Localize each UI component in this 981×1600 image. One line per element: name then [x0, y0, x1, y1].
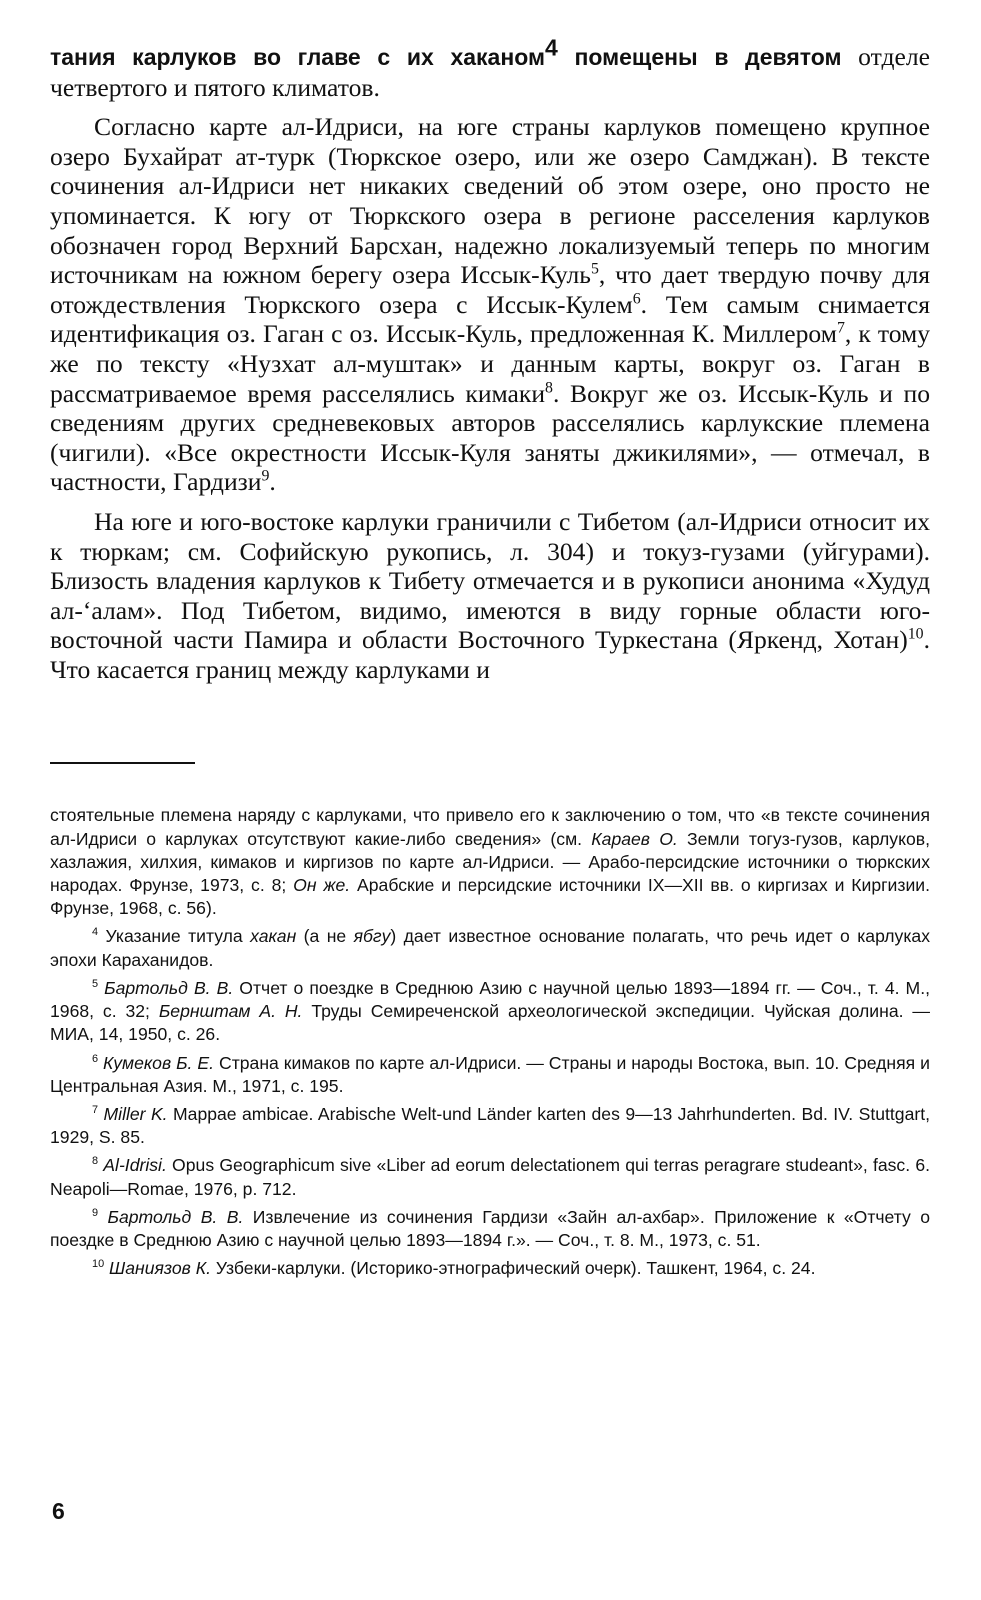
footnote-ref-9: 9 [261, 467, 270, 485]
author-name: Бартольд В. В. [107, 1206, 244, 1227]
footnote-6 [50, 1052, 930, 1098]
author-name: Он же. [293, 875, 351, 896]
paragraph-2 [50, 112, 930, 497]
paragraph-text: На юге и юго-востоке карлуки граничили с Тибетом (ал-Идриси относит их к тюркам; см. Софийскую рукопись, л. 304) и токуз-гузами (уйгурами). Близость владения карлуков к Тибету отмечается и в рукописи анонима «Худуд ал-‘алам». Под Тибетом, видимо, имеются в виду горные области юго-восточной части Памира и области Восточного Туркестана (Яркенд, Хотан) [50, 506, 930, 655]
author-name: Бартольд В. В. [104, 977, 234, 998]
author-name: Шаниязов К. [109, 1258, 211, 1279]
author-name: Бернштам А. Н. [158, 1001, 303, 1022]
footnote-ref-10: 10 [907, 625, 924, 643]
author-name: Miller K. [103, 1103, 168, 1124]
footnote-ref-8: 8 [545, 379, 553, 396]
footnote-ref-6: 6 [632, 290, 641, 308]
page [50, 34, 931, 1285]
footnote-text: Страна кимаков по карте ал-Идриси. — Страны и народы Востока, вып. 10. Средняя и Центральная Азия. М., 1971, с. 195. [50, 1052, 930, 1096]
footnote-text: Отчет о поездке в Среднюю Азию с научной целью 1893—1894 гг. — Соч., т. 4. М., 1968, с. 32; [50, 977, 930, 1022]
footnote-number: 6 [92, 1052, 99, 1065]
footnote-ref-4: 4 [545, 34, 558, 61]
footnote-number: 8 [92, 1155, 99, 1168]
author-name: Al-Idrisi. [103, 1155, 167, 1176]
paragraph-text: , к тому же по тексту «Нузхат ал-муштак» и данным карты, вокруг оз. Гаган в рассматриваемое время расселялись кимаки [50, 319, 930, 408]
author-name: Кумеков Б. Е. [103, 1052, 215, 1073]
footnote-number: 5 [92, 978, 99, 991]
footnote-text: Указание титула [98, 926, 251, 947]
footnotes [50, 804, 930, 1280]
paragraph-text: . Вокруг же оз. Иссык-Куль и по сведениям других средневековых авторов расселялись карлукские племена (чигили). «Все окрестности Иссык-Куля заняты джикилями», — отмечал, в частности, Гардизи [50, 378, 931, 497]
footnote-continuation [50, 804, 930, 920]
paragraph-text: . Тем самым снимается идентификация оз. Гаган с оз. Иссык-Куль, предложенная К. Миллером [50, 289, 930, 349]
footnote-ref-5: 5 [590, 260, 599, 278]
footnote-text: ) дает известное основание полагать, что речь идет о карлуках эпохи Караханидов. [50, 926, 930, 970]
title-term: хакан [250, 926, 297, 947]
footnote-number: 9 [92, 1206, 99, 1219]
footnote-text: Труды Семиреченской археологической экспедиции. Чуйская долина. — МИА, 14, 1950, с. 26. [50, 1001, 930, 1045]
paragraph-1 [50, 34, 930, 102]
footnote-text: Извлечение из сочинения Гардизи «Зайн ал-ахбар». Приложение к «Отчету о поездке в Среднюю Азию с научной целью 1893—1894 г.». — Соч., т. 8. М., 1973, с. 51. [50, 1206, 930, 1250]
paragraph-text: . [269, 467, 276, 497]
footnote-5 [50, 977, 930, 1047]
title-term: ябгу [353, 926, 391, 947]
footnote-9 [50, 1206, 930, 1252]
author-name: Караев О. [591, 828, 678, 849]
footnote-ref-7: 7 [836, 319, 845, 337]
footnote-text: Земли тогуз-гузов, карлуков, хазлажия, хилхия, кимаков и киргизов по карте ал-Идриси. — Арабо-персидские источники о тюркских народах. Фрунзе, 1973, с. 8; [50, 828, 930, 896]
bold-text: тания карлуков во главе с их хаканом [50, 44, 545, 70]
page-number: 6 [52, 1498, 65, 1524]
paragraph-text: Согласно карте ал-Идриси, на юге страны карлуков помещено крупное озеро Бухайрат ат-турк (Тюркское озеро, или же озеро Самджан). В тексте сочинения ал-Идриси нет никаких сведений об этом озере, оно просто не упоминается. К югу от Тюркского озера в регионе расселения карлуков обозначен город Верхний Барсхан, надежно локализуемый теперь по многим источникам на южном берегу озера Иссык-Куль [50, 112, 930, 290]
footnote-number: 10 [92, 1258, 105, 1271]
paragraph-text: . Что касается границ между карлуками и [50, 625, 930, 684]
footnote-text: стоятельные племена наряду с карлуками, что привело его к заключению о том, что «в тексте сочинения ал-Идриси о карлуках отсутствуют какие-либо сведения» (см. [50, 805, 930, 849]
paragraph-text: , что дает твердую почву для отождествления Тюркского озера с Иссык-Кулем [50, 260, 930, 319]
main-text [50, 34, 931, 684]
footnote-number: 7 [92, 1104, 99, 1117]
footnote-4 [50, 925, 930, 971]
footnote-text: Арабские и персидские источники IX—XII вв. о киргизах и Киргизии. Фрунзе, 1968, с. 56). [50, 875, 930, 919]
footnote-10 [50, 1257, 930, 1280]
footnote-7 [50, 1103, 930, 1149]
footnote-8 [50, 1154, 930, 1200]
footnote-divider [50, 762, 195, 764]
footnote-number: 4 [92, 926, 99, 939]
footnote-text: Opus Geographicum sive «Liber ad eorum delectationem qui terras peragrare studeant», fasc. 6. Neapoli—Romae, 1976, p. 712. [50, 1155, 930, 1199]
footnote-text: Mappae ambicae. Arabische Welt-und Länder karten des 9—13 Jahrhunderten. Bd. IV. Stuttgart, 1929, S. 85. [50, 1103, 930, 1148]
paragraph-3 [50, 507, 930, 685]
paragraph-text: отделе четвертого и пятого климатов. [50, 42, 930, 102]
bold-text-tail: помещены в девятом [557, 44, 842, 70]
footnote-text: (а не [296, 926, 354, 947]
footnote-text: Узбеки-карлуки. (Историко-этнографический очерк). Ташкент, 1964, с. 24. [210, 1258, 816, 1279]
